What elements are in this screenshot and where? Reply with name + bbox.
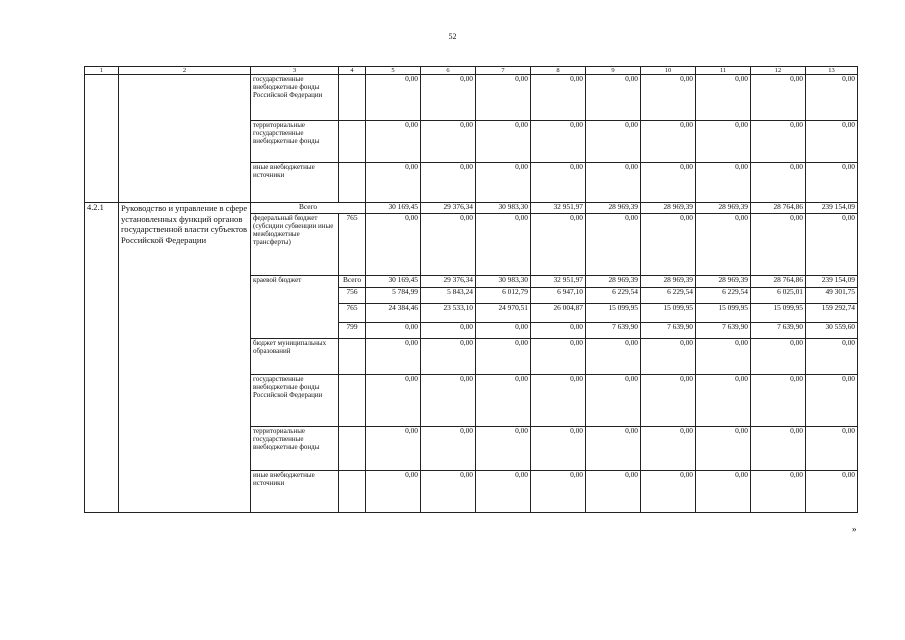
- value-cell: 0,00: [366, 214, 421, 276]
- total-value-cell: 30 983,30: [476, 276, 531, 288]
- code-cell: [339, 121, 366, 163]
- value-cell: 0,00: [751, 163, 806, 203]
- column-number: 12: [751, 67, 806, 75]
- value-cell: 0,00: [696, 214, 751, 276]
- code-cell: 799: [339, 323, 366, 339]
- value-cell: 7 639,90: [696, 323, 751, 339]
- value-cell: 0,00: [806, 339, 858, 375]
- value-cell: 0,00: [641, 75, 696, 121]
- value-cell: 159 292,74: [806, 304, 858, 323]
- value-cell: 6 947,10: [531, 288, 586, 304]
- value-cell: 0,00: [366, 323, 421, 339]
- table-row: [85, 75, 858, 121]
- total-value-cell: 28 969,39: [641, 276, 696, 288]
- code-cell: [339, 471, 366, 513]
- item-total-row: [85, 203, 858, 214]
- total-value-cell: 28 969,39: [641, 203, 696, 214]
- column-number: 10: [641, 67, 696, 75]
- value-cell: 0,00: [421, 427, 476, 471]
- total-value-cell: 32 951,97: [531, 203, 586, 214]
- value-cell: 5 843,24: [421, 288, 476, 304]
- funding-source-cell: территориальные государственные внебюджетные фонды: [251, 121, 339, 163]
- value-cell: 0,00: [476, 75, 531, 121]
- total-value-cell: 30 169,45: [366, 276, 421, 288]
- value-cell: 0,00: [366, 427, 421, 471]
- value-cell: 0,00: [696, 163, 751, 203]
- value-cell: 0,00: [586, 375, 641, 427]
- item-name-cell: Руководство и управление в сфере установленных функций органов государственной власти субъектов Российской Федерации: [119, 203, 251, 513]
- value-cell: 0,00: [751, 214, 806, 276]
- funding-source-cell: бюджет муниципальных образований: [251, 339, 339, 375]
- value-cell: 0,00: [531, 339, 586, 375]
- value-cell: 0,00: [751, 427, 806, 471]
- value-cell: 15 099,95: [641, 304, 696, 323]
- value-cell: 0,00: [641, 214, 696, 276]
- value-cell: 0,00: [476, 214, 531, 276]
- funding-source-cell: территориальные государственные внебюджетные фонды: [251, 427, 339, 471]
- value-cell: 6 012,79: [476, 288, 531, 304]
- value-cell: 0,00: [751, 375, 806, 427]
- value-cell: 0,00: [421, 75, 476, 121]
- code-cell: [339, 339, 366, 375]
- value-cell: 0,00: [421, 214, 476, 276]
- total-value-cell: 29 376,34: [421, 203, 476, 214]
- column-number: 3: [251, 67, 339, 75]
- value-cell: 30 559,60: [806, 323, 858, 339]
- value-cell: 26 004,87: [531, 304, 586, 323]
- column-number: 13: [806, 67, 858, 75]
- funding-source-cell: федеральный бюджет (субсидии субвенции иные межбюджетные трансферты): [251, 214, 339, 276]
- value-cell: 0,00: [366, 375, 421, 427]
- value-cell: 15 099,95: [586, 304, 641, 323]
- value-cell: 0,00: [531, 75, 586, 121]
- value-cell: 0,00: [696, 471, 751, 513]
- value-cell: 0,00: [421, 323, 476, 339]
- total-value-cell: 30 169,45: [366, 203, 421, 214]
- value-cell: 0,00: [806, 75, 858, 121]
- value-cell: 0,00: [476, 163, 531, 203]
- code-cell: 756: [339, 288, 366, 304]
- total-value-cell: 32 951,97: [531, 276, 586, 288]
- value-cell: 0,00: [751, 75, 806, 121]
- value-cell: 0,00: [806, 121, 858, 163]
- value-cell: 0,00: [696, 121, 751, 163]
- value-cell: 0,00: [476, 375, 531, 427]
- column-number: 9: [586, 67, 641, 75]
- value-cell: 0,00: [586, 427, 641, 471]
- value-cell: 0,00: [421, 339, 476, 375]
- item-name-cell: [119, 75, 251, 203]
- item-number-cell: 4.2.1: [85, 203, 119, 513]
- column-number: 5: [366, 67, 421, 75]
- value-cell: 0,00: [531, 121, 586, 163]
- value-cell: 0,00: [806, 375, 858, 427]
- value-cell: 0,00: [751, 471, 806, 513]
- value-cell: 0,00: [476, 323, 531, 339]
- value-cell: 0,00: [641, 163, 696, 203]
- value-cell: 0,00: [366, 121, 421, 163]
- value-cell: 0,00: [476, 471, 531, 513]
- value-cell: 24 970,51: [476, 304, 531, 323]
- value-cell: 6 229,54: [586, 288, 641, 304]
- value-cell: 0,00: [586, 214, 641, 276]
- total-value-cell: 28 764,86: [751, 203, 806, 214]
- total-value-cell: 29 376,34: [421, 276, 476, 288]
- value-cell: 0,00: [696, 75, 751, 121]
- value-cell: 0,00: [806, 214, 858, 276]
- value-cell: 0,00: [641, 471, 696, 513]
- value-cell: 0,00: [421, 471, 476, 513]
- value-cell: 0,00: [641, 375, 696, 427]
- total-label-cell: Всего: [251, 203, 366, 214]
- value-cell: 24 384,46: [366, 304, 421, 323]
- funding-source-cell: иные внебюджетные источники: [251, 163, 339, 203]
- total-value-cell: 28 764,86: [751, 276, 806, 288]
- total-value-cell: 30 983,30: [476, 203, 531, 214]
- value-cell: 0,00: [366, 339, 421, 375]
- code-cell: [339, 75, 366, 121]
- value-cell: 0,00: [641, 427, 696, 471]
- funding-source-cell: государственные внебюджетные фонды Российской Федерации: [251, 75, 339, 121]
- value-cell: 0,00: [531, 323, 586, 339]
- value-cell: 0,00: [806, 471, 858, 513]
- column-number-row: [85, 67, 858, 75]
- value-cell: 0,00: [476, 121, 531, 163]
- value-cell: 0,00: [476, 339, 531, 375]
- value-cell: 0,00: [696, 375, 751, 427]
- value-cell: 7 639,90: [586, 323, 641, 339]
- value-cell: 0,00: [641, 121, 696, 163]
- total-label-cell: Всего: [339, 276, 366, 288]
- value-cell: 15 099,95: [696, 304, 751, 323]
- column-number: 8: [531, 67, 586, 75]
- total-value-cell: 28 969,39: [586, 203, 641, 214]
- value-cell: 0,00: [751, 121, 806, 163]
- total-value-cell: 239 154,09: [806, 276, 858, 288]
- funding-source-cell: государственные внебюджетные фонды Российской Федерации: [251, 375, 339, 427]
- value-cell: 0,00: [531, 163, 586, 203]
- value-cell: 0,00: [531, 471, 586, 513]
- column-number: 7: [476, 67, 531, 75]
- value-cell: 0,00: [531, 427, 586, 471]
- value-cell: 0,00: [366, 471, 421, 513]
- column-number: 1: [85, 67, 119, 75]
- value-cell: 23 533,10: [421, 304, 476, 323]
- value-cell: 0,00: [806, 163, 858, 203]
- value-cell: 0,00: [421, 163, 476, 203]
- value-cell: 0,00: [531, 375, 586, 427]
- column-number: 11: [696, 67, 751, 75]
- value-cell: 0,00: [421, 375, 476, 427]
- value-cell: 6 229,54: [641, 288, 696, 304]
- value-cell: 0,00: [806, 427, 858, 471]
- funding-source-cell: иные внебюджетные источники: [251, 471, 339, 513]
- total-value-cell: 28 969,39: [696, 203, 751, 214]
- code-cell: [339, 163, 366, 203]
- value-cell: 0,00: [751, 339, 806, 375]
- code-cell: [339, 427, 366, 471]
- value-cell: 0,00: [696, 339, 751, 375]
- code-cell: 765: [339, 304, 366, 323]
- column-number: 2: [119, 67, 251, 75]
- code-cell: [339, 375, 366, 427]
- value-cell: 0,00: [366, 163, 421, 203]
- budget-table: [84, 66, 858, 513]
- page-number: 52: [448, 32, 457, 41]
- value-cell: 0,00: [476, 427, 531, 471]
- total-value-cell: 28 969,39: [696, 276, 751, 288]
- total-value-cell: 239 154,09: [806, 203, 858, 214]
- value-cell: 15 099,95: [751, 304, 806, 323]
- value-cell: 0,00: [586, 75, 641, 121]
- value-cell: 0,00: [641, 339, 696, 375]
- value-cell: 0,00: [586, 471, 641, 513]
- value-cell: 0,00: [696, 427, 751, 471]
- value-cell: 0,00: [366, 75, 421, 121]
- value-cell: 0,00: [421, 121, 476, 163]
- value-cell: 5 784,99: [366, 288, 421, 304]
- value-cell: 49 301,75: [806, 288, 858, 304]
- continuation-mark: »: [852, 524, 857, 534]
- value-cell: 0,00: [586, 121, 641, 163]
- funding-source-cell: краевой бюджет: [251, 276, 339, 339]
- value-cell: 7 639,90: [641, 323, 696, 339]
- item-number-cell: [85, 75, 119, 203]
- value-cell: 7 639,90: [751, 323, 806, 339]
- column-number: 6: [421, 67, 476, 75]
- value-cell: 0,00: [586, 339, 641, 375]
- value-cell: 6 229,54: [696, 288, 751, 304]
- value-cell: 0,00: [586, 163, 641, 203]
- total-value-cell: 28 969,39: [586, 276, 641, 288]
- value-cell: 6 025,01: [751, 288, 806, 304]
- value-cell: 0,00: [531, 214, 586, 276]
- code-cell: 765: [339, 214, 366, 276]
- column-number: 4: [339, 67, 366, 75]
